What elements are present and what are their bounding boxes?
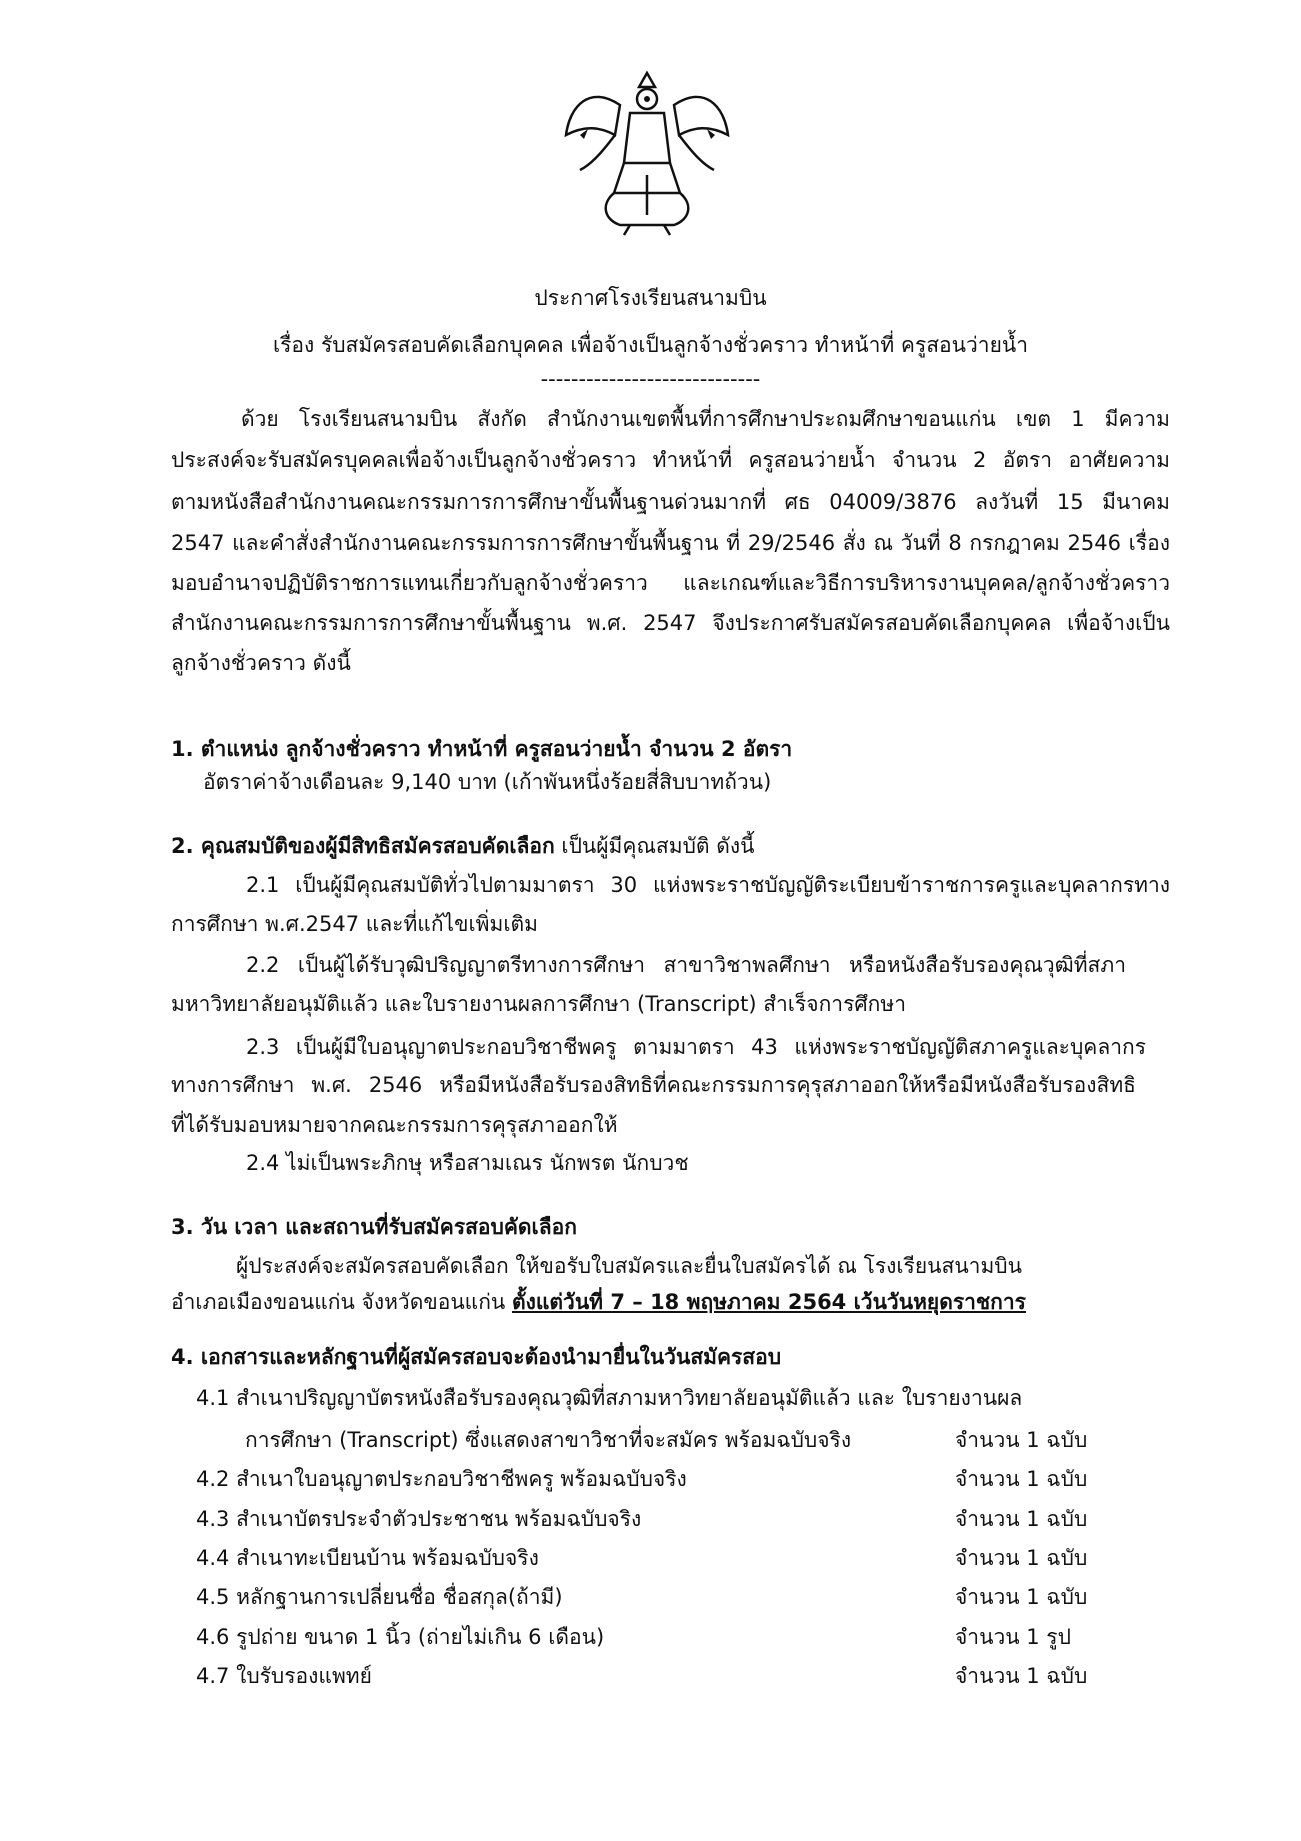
- document-item-qty: จำนวน 1 รูป: [955, 1625, 1071, 1649]
- section-1-heading: 1. ตำแหน่ง ลูกจ้างชั่วคราว ทำหน้าที่ ครูสอนว่ายน้ำ จำนวน 2 อัตรา: [171, 737, 793, 761]
- intro-line: ลูกจ้างชั่วคราว ดังนี้: [171, 651, 351, 675]
- document-item-text: 4.7 ใบรับรองแพทย์: [196, 1664, 372, 1688]
- document-item-text: 4.3 สำเนาบัตรประจำตัวประชาชน พร้อมฉบับจริง: [196, 1507, 642, 1531]
- intro-line: สำนักงานคณะกรรมการการศึกษาขั้นพื้นฐาน พ.ศ. 2547 จึงประกาศรับสมัครสอบคัดเลือกบุคคล เพื่อจ้างเป็น: [171, 611, 1170, 635]
- intro-line: 2547 และคำสั่งสำนักงานคณะกรรมการการศึกษาขั้นพื้นฐาน ที่ 29/2546 สั่ง ณ วันที่ 8 กรกฎาคม 2546 เรื่อง: [171, 531, 1170, 555]
- document-item-qty: จำนวน 1 ฉบับ: [955, 1546, 1088, 1570]
- section-2-line: ทางการศึกษา พ.ศ. 2546 หรือมีหนังสือรับรองสิทธิที่คณะกรรมการคุรุสภาออกให้หรือมีหนังสือรับรองสิทธิ: [171, 1073, 1136, 1097]
- announcement-title: ประกาศโรงเรียนสนามบิน: [534, 286, 767, 310]
- section-3-line: ผู้ประสงค์จะสมัครสอบคัดเลือก ให้ขอรับใบสมัครและยื่นใบสมัครได้ ณ โรงเรียนสนามบิน: [236, 1254, 1022, 1278]
- document-item-qty: จำนวน 1 ฉบับ: [955, 1467, 1088, 1491]
- garuda-emblem: [560, 65, 735, 240]
- section-3-line: [171, 1287, 1026, 1317]
- section-2-line: ที่ได้รับมอบหมายจากคณะกรรมการคุรุสภาออกให้: [171, 1113, 618, 1137]
- section-2-heading-bold: 2. คุณสมบัติของผู้มีสิทธิสมัครสอบคัดเลือก: [171, 834, 555, 858]
- section-2-line: การศึกษา พ.ศ.2547 และที่แก้ไขเพิ่มเติม: [171, 912, 538, 936]
- section-4-heading: 4. เอกสารและหลักฐานที่ผู้สมัครสอบจะต้องนำมายื่นในวันสมัครสอบ: [171, 1345, 782, 1369]
- section-2-heading-rest: เป็นผู้มีคุณสมบัติ ดังนี้: [554, 834, 755, 858]
- section-3-heading: 3. วัน เวลา และสถานที่รับสมัครสอบคัดเลือก: [171, 1215, 577, 1239]
- section-2-line: มหาวิทยาลัยอนุมัติแล้ว และใบรายงานผลการศึกษา (Transcript) สำเร็จการศึกษา: [171, 992, 907, 1016]
- document-item-text: 4.6 รูปถ่าย ขนาด 1 นิ้ว (ถ่ายไม่เกิน 6 เดือน): [196, 1625, 605, 1649]
- section-2-line: 2.2 เป็นผู้ได้รับวุฒิปริญญาตรีทางการศึกษา สาขาวิชาพลศึกษา หรือหนังสือรับรองคุณวุฒิที่สภา: [246, 953, 1126, 977]
- document-item: 4.1 สำเนาปริญญาบัตรหนังสือรับรองคุณวุฒิที่สภามหาวิทยาลัยอนุมัติแล้ว และ ใบรายงานผล: [196, 1386, 1023, 1410]
- section-2-heading: [171, 831, 755, 861]
- document-item-text: การศึกษา (Transcript) ซึ่งแสดงสาขาวิชาที่จะสมัคร พร้อมฉบับจริง: [245, 1428, 852, 1452]
- section-2-line: 2.4 ไม่เป็นพระภิกษุ หรือสามเณร นักพรต นักบวช: [246, 1151, 689, 1175]
- intro-line: ด้วย โรงเรียนสนามบิน สังกัด สำนักงานเขตพื้นที่การศึกษาประถมศึกษาขอนแก่น เขต 1 มีความ: [241, 407, 1170, 431]
- intro-line: มอบอำนาจปฏิบัติราชการแทนเกี่ยวกับลูกจ้างชั่วคราว และเกณฑ์และวิธีการบริหารงานบุคคล/ลูกจ้างชั่วคราว: [171, 571, 1170, 595]
- section-2-line: 2.3 เป็นผู้มีใบอนุญาตประกอบวิชาชีพครู ตามมาตรา 43 แห่งพระราชบัญญัติสภาครูและบุคลากร: [246, 1035, 1146, 1059]
- divider: -----------------------------: [540, 367, 761, 391]
- document-item-text: 4.2 สำเนาใบอนุญาตประกอบวิชาชีพครู พร้อมฉบับจริง: [196, 1467, 687, 1491]
- document-item-text: 4.5 หลักฐานการเปลี่ยนชื่อ ชื่อสกุล(ถ้ามี): [196, 1585, 563, 1609]
- document-item-qty: จำนวน 1 ฉบับ: [955, 1664, 1088, 1688]
- section-1-rate: อัตราค่าจ้างเดือนละ 9,140 บาท (เก้าพันหนึ่งร้อยสี่สิบบาทถ้วน): [203, 770, 772, 794]
- document-item-qty: จำนวน 1 ฉบับ: [955, 1428, 1088, 1452]
- document-item-qty: จำนวน 1 ฉบับ: [955, 1507, 1088, 1531]
- document-item-text: 4.4 สำเนาทะเบียนบ้าน พร้อมฉบับจริง: [196, 1546, 539, 1570]
- announcement-subject: เรื่อง รับสมัครสอบคัดเลือกบุคคล เพื่อจ้างเป็นลูกจ้างชั่วคราว ทำหน้าที่ ครูสอนว่ายน้ำ: [272, 333, 1029, 357]
- document-item-qty: จำนวน 1 ฉบับ: [955, 1585, 1088, 1609]
- intro-line: ประสงค์จะรับสมัครบุคคลเพื่อจ้างเป็นลูกจ้างชั่วคราว ทำหน้าที่ ครูสอนว่ายน้ำ จำนวน 2 อัตรา อาศัยความ: [171, 448, 1170, 472]
- section-2-line: 2.1 เป็นผู้มีคุณสมบัติทั่วไปตามมาตรา 30 แห่งพระราชบัญญัติระเบียบข้าราชการครูและบุคลากรทาง: [246, 873, 1170, 897]
- intro-line: ตามหนังสือสำนักงานคณะกรรมการการศึกษาขั้นพื้นฐานด่วนมากที่ ศธ 04009/3876 ลงวันที่ 15 มีนาคม: [171, 490, 1170, 514]
- section-3-location: อำเภอเมืองขอนแก่น จังหวัดขอนแก่น: [171, 1290, 512, 1314]
- application-dates: ตั้งแต่วันที่ 7 – 18 พฤษภาคม 2564 เว้นวันหยุดราชการ: [511, 1290, 1026, 1314]
